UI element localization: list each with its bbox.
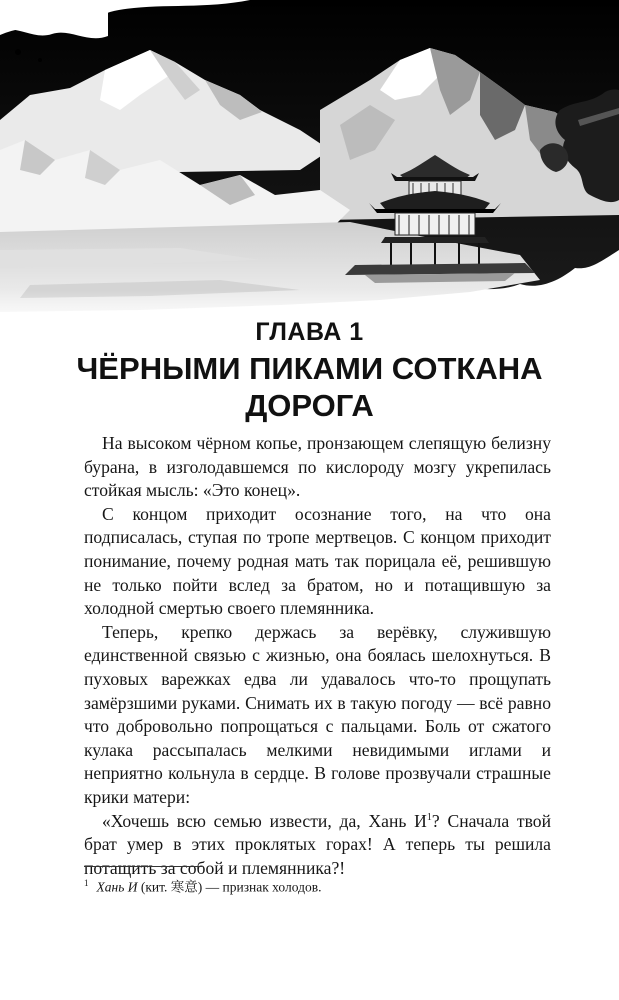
chapter-title-line-2: ДОРОГА	[245, 388, 374, 423]
paragraph-1: На высоком чёрном копье, пронзающем слепящую белизну бурана, в изголодавшемся по кислороду мозгу укрепилась стойкая мысль: «Это конец».	[84, 433, 551, 501]
footnote-term: Хань И	[96, 879, 138, 895]
footnote-divider	[84, 866, 202, 867]
chapter-title-line-1: ЧЁРНЫМИ ПИКАМИ СОТКАНА	[76, 351, 543, 386]
paragraph-4-end: ? Сначала твой брат умер в этих проклятых горах! А теперь ты решила потащить за собой и племянника?!	[84, 810, 552, 878]
chapter-title	[60, 350, 559, 424]
paragraph-3: Теперь, крепко держась за верёвку, служившую единственной связью с жизнью, она боялась шелохнуться. В пуховых варежках едва ли удавалось что-то прощупать замёрзшими руками. Снимать их в такую погоду — всё равно что добровольно попрощаться с пальцами. Боль от сжатого кулака рассыпалась мелкими невидимыми иглами и неприятно кольнула в сердце. В голове прозвучали страшные крики матери:	[84, 621, 551, 807]
footnote	[84, 874, 551, 897]
paragraph-4	[84, 810, 551, 881]
footnote-text: (кит. 寒意) — признак холодов.	[137, 879, 322, 895]
paragraph-2: С концом приходит осознание того, на что она подписалась, ступая по тропе мертвецов. С концом приходит понимание, почему родная мать так порицала её, решившую не только пойти вслед за братом, но и потащившую за холодной смертью своего племянника.	[84, 503, 551, 619]
footnote-reference[interactable]: 1	[426, 811, 432, 823]
body-text	[84, 432, 551, 880]
paragraph-4-start: «Хочешь всю семью извести, да, Хань И	[102, 810, 427, 831]
mountain-pagoda-illustration	[0, 0, 619, 340]
footnote-number: 1	[84, 878, 89, 888]
chapter-label: ГЛАВА 1	[255, 318, 364, 346]
illustration-svg	[0, 0, 619, 340]
